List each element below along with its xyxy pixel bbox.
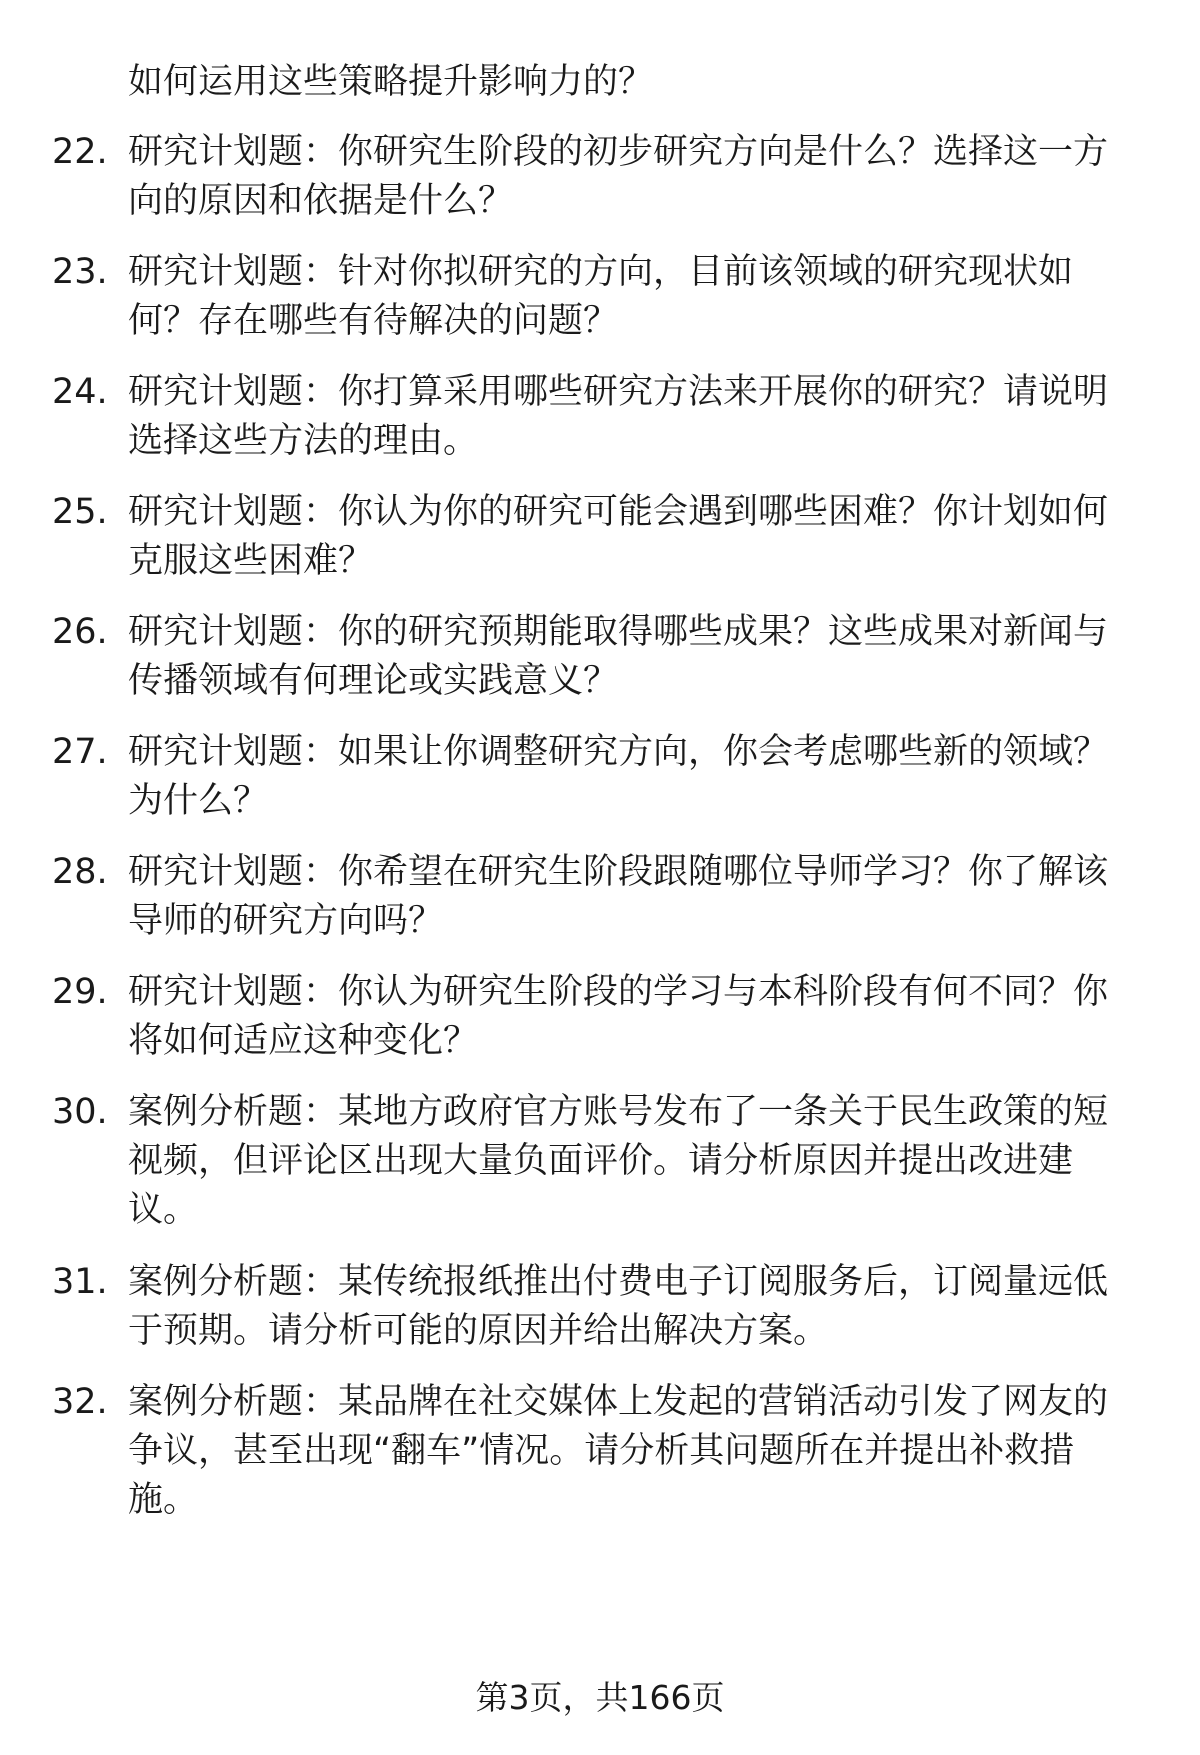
item-number: 24. — [52, 372, 108, 412]
item-number: 26. — [52, 612, 108, 652]
list-item — [52, 608, 1142, 706]
item-number: 30. — [52, 1092, 108, 1132]
page-number-footer: 第3页，共166页 — [475, 1678, 725, 1717]
list-item — [52, 128, 1142, 226]
item-number: 32. — [52, 1382, 108, 1422]
item-text: 研究计划题：你希望在研究生阶段跟随哪位导师学习？你了解该导师的研究方向吗？ — [128, 852, 1109, 941]
item-text: 研究计划题：你打算采用哪些研究方法来开展你的研究？请说明选择这些方法的理由。 — [128, 372, 1109, 461]
item-text: 研究计划题：你认为研究生阶段的学习与本科阶段有何不同？你将如何适应这种变化？ — [128, 972, 1109, 1061]
item-number: 22. — [52, 132, 108, 172]
item-text: 研究计划题：你的研究预期能取得哪些成果？这些成果对新闻与传播领域有何理论或实践意义？ — [128, 612, 1109, 701]
list-item — [52, 1378, 1142, 1525]
list-item — [52, 1258, 1142, 1356]
list-item — [52, 368, 1142, 466]
list-item — [52, 728, 1142, 826]
continuation-text: 如何运用这些策略提升影响力的？ — [128, 62, 654, 102]
item-number: 23. — [52, 252, 108, 292]
list-item — [52, 488, 1142, 586]
item-text: 研究计划题：针对你拟研究的方向，目前该领域的研究现状如何？存在哪些有待解决的问题？ — [128, 252, 1074, 341]
item-text: 案例分析题：某传统报纸推出付费电子订阅服务后，订阅量远低于预期。请分析可能的原因并给出解决方案。 — [128, 1262, 1109, 1351]
item-text: 研究计划题：如果让你调整研究方向，你会考虑哪些新的领域？为什么？ — [128, 732, 1109, 821]
list-item — [52, 848, 1142, 946]
item-number: 27. — [52, 732, 108, 772]
item-number: 31. — [52, 1262, 108, 1302]
item-text: 案例分析题：某品牌在社交媒体上发起的营销活动引发了网友的争议，甚至出现“翻车”情况。请分析其问题所在并提出补救措施。 — [128, 1382, 1109, 1520]
list-item — [52, 968, 1142, 1066]
item-number: 25. — [52, 492, 108, 532]
item-text: 案例分析题：某地方政府官方账号发布了一条关于民生政策的短视频，但评论区出现大量负面评价。请分析原因并提出改进建议。 — [128, 1092, 1109, 1230]
item-text: 研究计划题：你认为你的研究可能会遇到哪些困难？你计划如何克服这些困难？ — [128, 492, 1109, 581]
list-item — [52, 1088, 1142, 1235]
item-number: 28. — [52, 852, 108, 892]
item-number: 29. — [52, 972, 108, 1012]
item-text: 研究计划题：你研究生阶段的初步研究方向是什么？选择这一方向的原因和依据是什么？ — [128, 132, 1109, 221]
list-item — [52, 248, 1142, 346]
